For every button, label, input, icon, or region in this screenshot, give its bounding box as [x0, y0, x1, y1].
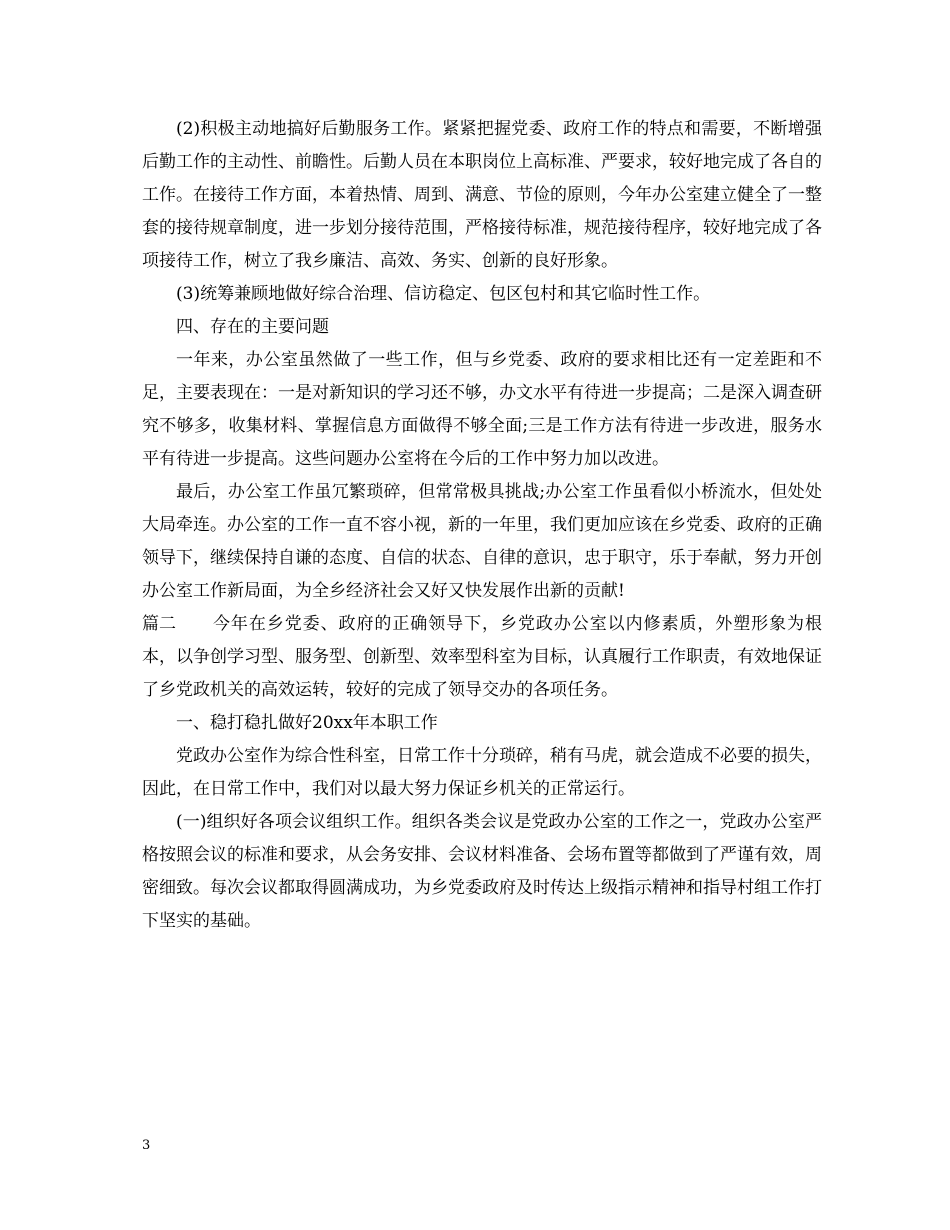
- heading-duties: 一、稳打稳扎做好20xx年本职工作: [176, 713, 438, 733]
- section-two-intro: [142, 608, 822, 707]
- paragraph-conclusion: 最后，办公室工作虽冗繁琐碎，但常常极具挑战;办公室工作虽看似小桥流水，但处处大局牵连。办公室的工作一直不容小视，新的一年里，我们更加应该在乡党委、政府的正确领导下，继续保持自谦的态度、自信的状态、自律的意识，忠于职守，乐于奉献，努力开创办公室工作新局面，为全乡经济社会又好又快发展作出新的贡献!: [142, 482, 822, 601]
- section-intro-text: 今年在乡党委、政府的正确领导下，乡党政办公室以内修素质，外塑形象为根本，以争创学习型、服务型、创新型、效率型科室为目标，认真履行工作职责，有效地保证了乡党政机关的高效运转，较好的完成了领导交办的各项任务。: [142, 614, 822, 700]
- document-body: [142, 113, 822, 938]
- page-number: 3: [142, 1138, 151, 1153]
- heading-main-problems: 四、存在的主要问题: [176, 317, 329, 337]
- paragraph-logistics-service: (2)积极主动地搞好后勤服务工作。紧紧把握党委、政府工作的特点和需要，不断增强后勤工作的主动性、前瞻性。后勤人员在本职岗位上高标准、严要求，较好地完成了各自的工作。在接待工作方面，本着热情、周到、满意、节俭的原则，今年办公室建立健全了一整套的接待规章制度，进一步划分接待范围，严格接待标准，规范接待程序，较好地完成了各项接待工作，树立了我乡廉洁、高效、务实、创新的良好形象。: [142, 119, 822, 271]
- paragraph-meetings: (一)组织好各项会议组织工作。组织各类会议是党政办公室的工作之一，党政办公室严格按照会议的标准和要求，从会务安排、会议材料准备、会场布置等都做到了严谨有效，周密细致。每次会议都取得圆满成功，为乡党委政府及时传达上级指示精神和指导村组工作打下坚实的基础。: [142, 812, 822, 931]
- paragraph-problems: 一年来，办公室虽然做了一些工作，但与乡党委、政府的要求相比还有一定差距和不足，主要表现在：一是对新知识的学习还不够，办文水平有待进一步提高；二是深入调查研究不够多，收集材料、掌握信息方面做得不够全面;三是工作方法有待进一步改进，服务水平有待进一步提高。这些问题办公室将在今后的工作中努力加以改进。: [142, 350, 822, 469]
- paragraph-office-role: 党政办公室作为综合性科室，日常工作十分琐碎，稍有马虎，就会造成不必要的损失，因此，在日常工作中，我们对以最大努力保证乡机关的正常运行。: [142, 746, 822, 799]
- paragraph-comprehensive-work: (3)统筹兼顾地做好综合治理、信访稳定、包区包村和其它临时性工作。: [176, 284, 711, 304]
- section-label: 篇二: [142, 614, 176, 634]
